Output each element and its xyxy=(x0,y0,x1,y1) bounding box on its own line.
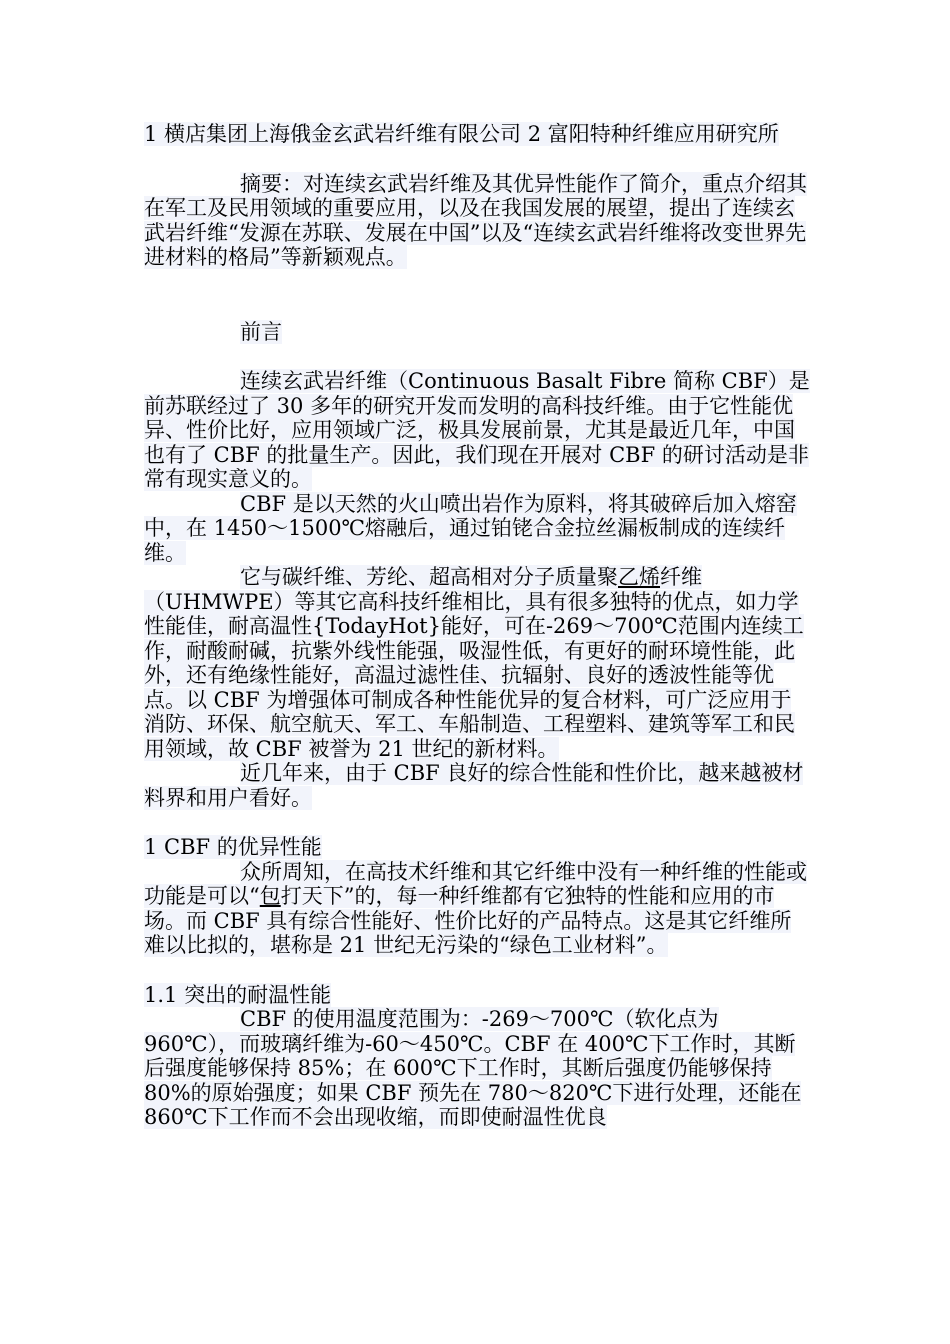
underlined-word: 包 xyxy=(259,884,281,908)
document-page xyxy=(144,122,812,1130)
spacer xyxy=(144,958,812,983)
preface-paragraph-1: 连续玄武岩纤维（Continuous Basalt Fibre 简称 CBF）是前苏联经过了 30 多年的研究开发而发明的高科技纤维。由于它性能优异、性价比好，应用领域广泛，极具发展前景，尤其是最近几年，中国也有了 CBF 的批量生产。因此，我们现在开展对 CBF 的研讨活动是非常有现实意义的。 xyxy=(144,369,810,491)
spacer xyxy=(144,147,812,172)
spacer xyxy=(144,270,812,320)
section-1-1-paragraph: CBF 的使用温度范围为：-269～700℃（软化点为 960℃），而玻璃纤维为-60～450℃。CBF 在 400℃下工作时，其断后强度能够保持 85%；在 600℃下工作时，其断后强度仍能够保持 80%的原始强度；如果 CBF 预先在 780～820℃下进行处理，还能在 860℃下工作而不会出现收缩，而即使耐温性优良 xyxy=(144,1007,802,1129)
preface-paragraph-2: CBF 是以天然的火山喷出岩作为原料，将其破碎后加入熔窑中，在 1450～1500℃熔融后，通过铂铑合金拉丝漏板制成的连续纤维。 xyxy=(144,491,797,565)
underlined-word: 乙烯 xyxy=(618,565,660,589)
section-1-paragraph: 众所周知，在高技术纤维和其它纤维中没有一种纤维的性能或功能是可以“包打天下”的，每一种纤维都有它独特的性能和应用的市场。而 CBF 具有综合性能好、性价比好的产品特点。这是其它纤维所难以比拟的，堪称是 21 世纪无污染的“绿色工业材料”。 xyxy=(144,859,807,957)
section-1-1-heading: 1.1 突出的耐温性能 xyxy=(144,982,332,1007)
preface-paragraph-3: 它与碳纤维、芳纶、超高相对分子质量聚乙烯纤维（UHMWPE）等其它高科技纤维相比，具有很多独特的优点，如力学性能佳，耐高温性{TodayHot}能好，可在-269～700℃范围内连续工作，耐酸耐碱，抗紫外线性能强，吸湿性低，有更好的耐环境性能，此外，还有绝缘性能好，高温过滤性佳、抗辐射、良好的透波性能等优点。以 CBF 为增强体可制成各种性能优异的复合材料，可广泛应用于消防、环保、航空航天、军工、车船制造、工程塑料、建筑等军工和民用领域，故 CBF 被誉为 21 世纪的新材料。 xyxy=(144,565,804,761)
spacer xyxy=(144,810,812,835)
spacer xyxy=(144,344,812,369)
abstract: 摘要：对连续玄武岩纤维及其优异性能作了简介，重点介绍其在军工及民用领域的重要应用，以及在我国发展的展望，提出了连续玄武岩纤维“发源在苏联、发展在中国”以及“连续玄武岩纤维将改变世界先进材料的格局”等新颖观点。 xyxy=(144,171,807,269)
affiliations: 1 横店集团上海俄金玄武岩纤维有限公司 2 富阳特种纤维应用研究所 xyxy=(144,122,779,146)
preface-heading: 前言 xyxy=(240,319,282,344)
preface-paragraph-4: 近几年来，由于 CBF 良好的综合性能和性价比，越来越被材料界和用户看好。 xyxy=(144,761,804,810)
section-1-heading: 1 CBF 的优异性能 xyxy=(144,835,322,859)
